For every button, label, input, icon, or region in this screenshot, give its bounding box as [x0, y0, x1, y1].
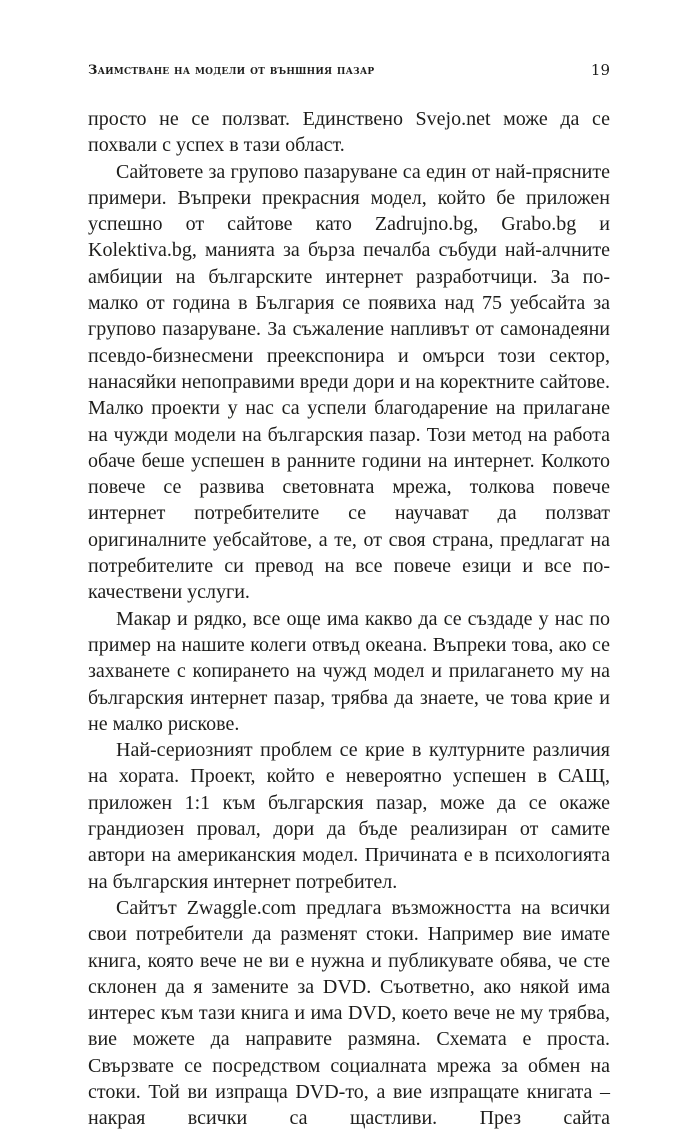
paragraph: Сайтовете за групово пазаруване са един от най-прясните примери. Въпреки прекрасния модел, който бе приложен успешно от сайтове като Zadrujno.bg, Grabo.bg и Kolektiva.bg, манията за бърза печалба събуди най-алчните амбиции на българските интернет разработчици. За по-малко от година в България се появиха над 75 уебсайта за групово пазаруване. За съжаление напливът от самонадеяни псевдо-бизнесмени преекспонира и омърси този сектор, нанасяйки непоправими вреди дори и на коректните сайтове. Малко проекти у нас са успели благодарение на прилагане на чужди модели на българския пазар. Този метод на работа обаче беше успешен в ранните години на интернет. Колкото повече се развива световната мрежа, толкова повече интернет потребителите се научават да ползват оригиналните уебсайтове, а те, от своя страна, предлагат на потребителите си превод на все повече езици и все по-качествени услуги.: [88, 160, 611, 604]
paragraph: Макар и рядко, все още има какво да се създаде у нас по пример на нашите колеги отвъд океана. Въпреки това, ако се захванете с копирането на чужд модел и прилагането му на българския интернет пазар, трябва да знаете, че това крие и не малко рискове.: [88, 607, 610, 735]
paragraph-continued: просто не се ползват. Единствено Svejo.net може да се похвали с успех в тази област.: [88, 108, 610, 157]
chapter-title: Заимстване на модели от външния пазар: [88, 63, 375, 78]
page-number: 19: [590, 61, 610, 79]
running-head: [88, 60, 610, 84]
paragraph: Най-сериозният проблем се крие в културните различия на хората. Проект, който е невероятно успешен в САЩ, приложен 1:1 към българския пазар, може да се окаже грандиозен провал, дори да бъде реализиран от самите автори на американския модел. Причината е в психологията на българския интернет потребител.: [88, 739, 610, 893]
paragraph: Сайтът Zwaggle.com предлага възможността на всички свои потребители да разменят стоки. Например вие имате книга, която вече не ви е нужна и публикувате обява, че сте склонен да я замените за DVD. Съответно, ако някой има интерес към тази книга и има DVD, което вече не му трябва, вие можете да направите размяна. Схемата е проста. Свързвате се посредством социалната мрежа за обмен на стоки. Той ви изпраща DVD-то, а вие изпращате книгата – накрая всички са щастливи. През сайта: [88, 896, 610, 1130]
body-text: [88, 106, 610, 1132]
